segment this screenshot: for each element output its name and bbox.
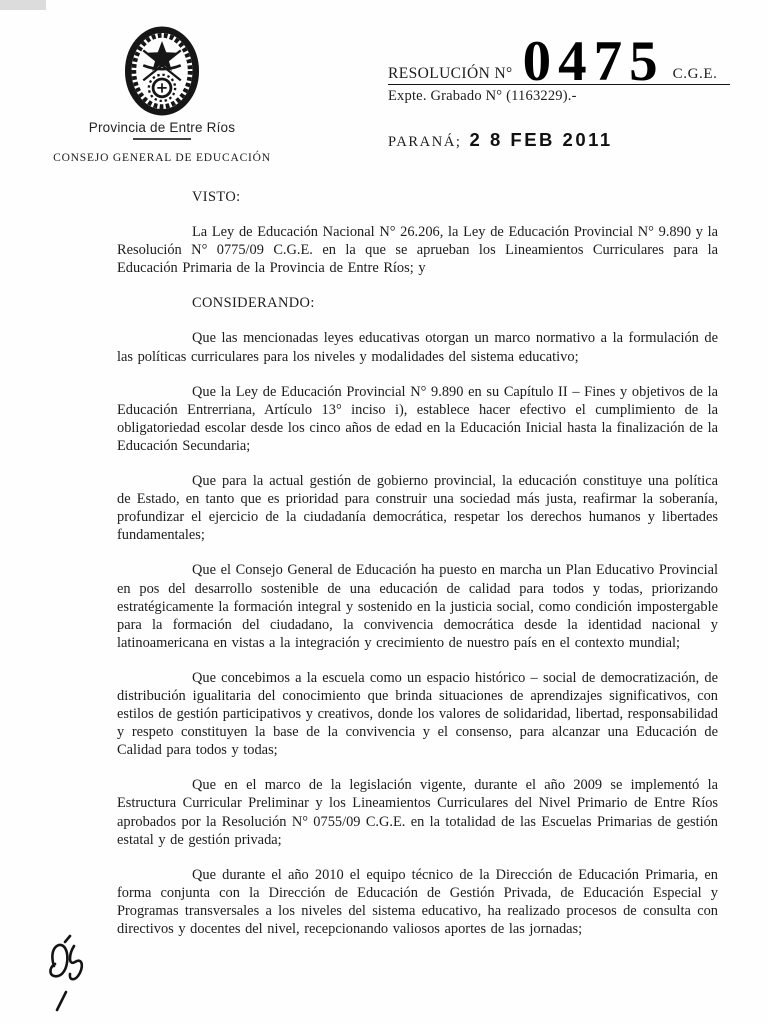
letterhead-council: CONSEJO GENERAL DE EDUCACIÓN xyxy=(53,152,271,164)
letterhead xyxy=(38,26,286,164)
considerando-paragraph: Que el Consejo General de Educación ha puesto en marcha un Plan Educativo Provincial en pos del desarrollo sostenible de una educación de calidad para todos y todas, priorizando estratégicamente la formación integral y sostenido en la justicia social, como condición impostergable para la formación del ciudadano, la convivencia democrática desde la identidad nacional y latinoamericana en vistas a la integración y crecimiento de nuestro país en el contexto mundial; xyxy=(117,562,718,651)
date-stamp: 2 8 FEB 2011 xyxy=(469,128,613,150)
city-label: PARANÁ; xyxy=(388,133,462,150)
considerando-paragraph: Que las mencionadas leyes educativas otorgan un marco normativo a la formulación de las políticas curriculares para los niveles y modalidades del sistema educativo; xyxy=(117,330,718,365)
resolution-org: C.G.E. xyxy=(672,65,718,82)
considerando-paragraph: Que concebimos a la escuela como un espacio histórico – social de democratización, de distribución igualitaria del conocimiento que brinda situaciones de aprendizajes significativos, con estilos de gestión participativos y creativos, donde los valores de solidaridad, libertad, responsabilidad y respeto constituyen la base de la convivencia y el consenso, para alcanzar una Educación de Calidad para todos y todas; xyxy=(117,669,718,759)
resolution-number-line xyxy=(388,30,730,93)
resolution-header xyxy=(388,30,730,151)
resolution-number-stamp: 0475 xyxy=(522,30,665,93)
considerando-paragraph: Que para la actual gestión de gobierno provincial, la educación constituye una política de Estado, en tanto que es prioridad para construir una sociedad más justa, reafirmar la soberanía, profundizar el ejercicio de la ciudadanía democrática, respetar los derechos humanos y libertades fundamentales; xyxy=(117,473,718,544)
letterhead-province: Provincia de Entre Ríos xyxy=(88,120,236,135)
document-body xyxy=(117,188,718,955)
handwritten-initials xyxy=(36,932,106,1018)
city-date-line xyxy=(388,129,730,151)
entre-rios-coat-of-arms-icon xyxy=(115,26,209,116)
considerando-paragraph: Que en el marco de la legislación vigente, durante el año 2009 se implementó la Estructura Curricular Preliminar y los Lineamientos Curriculares del Nivel Primario de Entre Ríos aprobados por la Resolución N° 0755/09 C.G.E. en la totalidad de las Escuelas Primarias de gestión estatal y de gestión privada; xyxy=(117,777,718,848)
expediente-line: Expte. Grabado N° (1163229).- xyxy=(388,87,577,104)
letterhead-divider xyxy=(133,138,191,140)
visto-heading: VISTO: xyxy=(192,189,241,205)
scan-edge-artifact xyxy=(0,0,46,10)
visto-paragraph: La Ley de Educación Nacional N° 26.206, la Ley de Educación Provincial N° 9.890 y la Resolución N° 0775/09 C.G.E. en la que se aprueban los Lineamientos Curriculares para la Educación Primaria de la Provincia de Entre Ríos; y xyxy=(117,224,718,277)
considerando-paragraph: Que la Ley de Educación Provincial N° 9.890 en su Capítulo II – Fines y objetivos de la Educación Entrerriana, Artículo 13° inciso i), establece hacer efectivo el cumplimiento de la obligatoriedad escolar desde los cinco años de edad en la Educación Inicial hasta la finalización de la Educación Secundaria; xyxy=(117,383,718,454)
considerando-heading: CONSIDERANDO: xyxy=(192,295,315,312)
resolution-label: RESOLUCIÓN N° xyxy=(388,64,513,82)
considerando-paragraph: Que durante el año 2010 el equipo técnico de la Dirección de Educación Primaria, en forma conjunta con la Dirección de Educación de Gestión Privada, de Educación Especial y Programas transversales a los niveles del sistema educativo, ha realizado procesos de consulta con directivos y docentes del nivel, recepcionando valiosos aportes de las jornadas; xyxy=(117,866,718,937)
